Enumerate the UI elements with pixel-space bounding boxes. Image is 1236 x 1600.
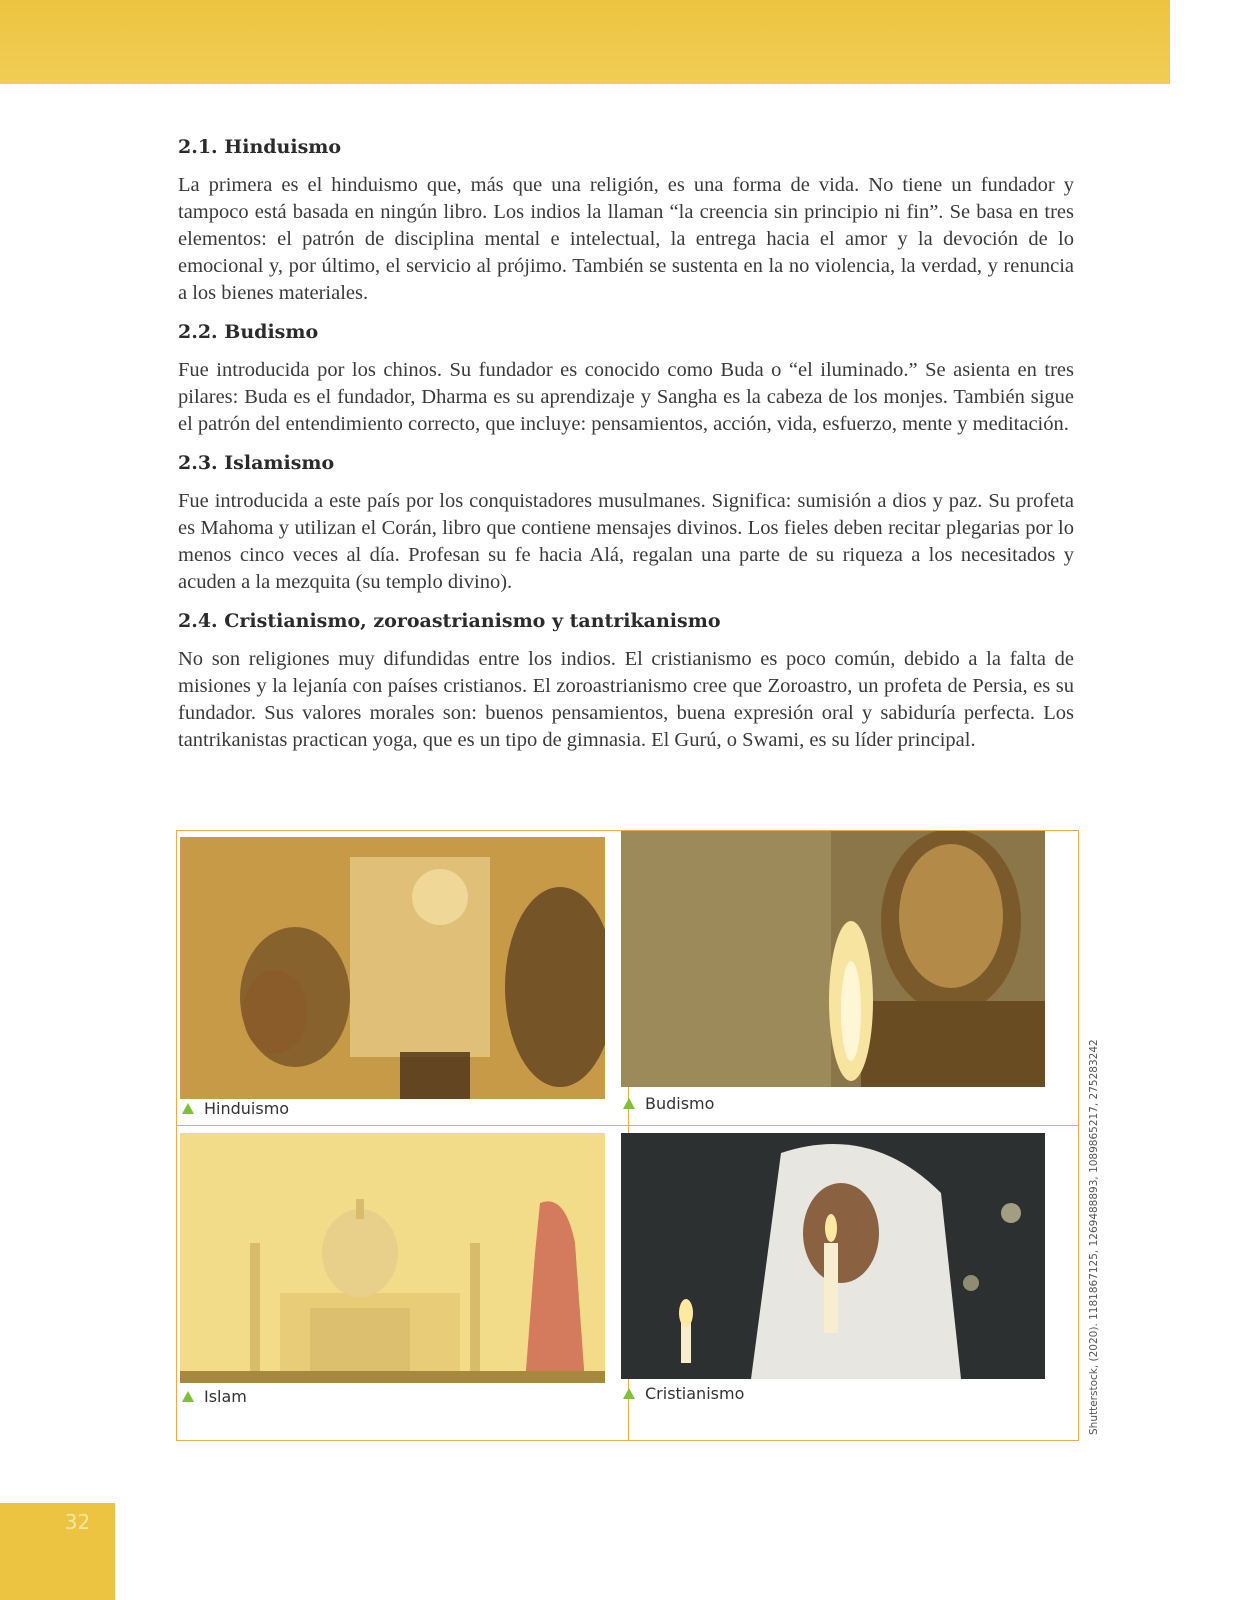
caption-marker-icon [623,1388,635,1399]
section-body-islamismo: Fue introducida a este país por los conquistadores musulmanes. Significa: sumisión a dios y paz. Su profeta es Mahoma y utilizan el Corán, libro que contiene mensajes divinos. Los fieles deben recitar plegarias por lo menos cinco veces al día. Profesan su fe hacia Alá, regalan una parte de su riqueza a los necesitados y acuden a la mezquita (su templo divino). [178,490,1074,593]
main-content [178,136,1074,768]
caption-hinduismo: Hinduismo [182,1099,289,1118]
photo-cristianismo [621,1133,1045,1379]
section-title-islamismo: 2.3. Islamismo [178,452,335,474]
caption-cristianismo: Cristianismo [623,1384,744,1403]
caption-islam: Islam [182,1387,247,1406]
page-number: 32 [64,1510,91,1534]
buddha-candle-image [621,831,1045,1087]
section-title-otras: 2.4. Cristianismo, zoroastrianismo y tantrikanismo [178,610,721,632]
caption-marker-icon [623,1098,635,1109]
gallery-divider-horizontal [177,1125,1078,1126]
caption-budismo: Budismo [623,1094,714,1113]
section-body-otras: No son religiones muy difundidas entre los indios. El cristianismo es poco común, debido a la falta de misiones y la lejanía con países cristianos. El zoroastrianismo cree que Zoroastro, un profeta de Persia, es su fundador. Sus valores morales son: buenos pensamientos, buena expresión oral y sabiduría perfecta. Los tantrikanistas practican yoga, que es un tipo de gimnasia. El Gurú, o Swami, es su líder principal. [178,648,1074,751]
caption-marker-icon [182,1391,194,1402]
candle-vigil-image [621,1133,1045,1379]
section-title-budismo: 2.2. Budismo [178,321,319,343]
photo-gallery [176,830,1079,1441]
taj-mahal-image [180,1133,605,1383]
section-body-hinduismo: La primera es el hinduismo que, más que una religión, es una forma de vida. No tiene un fundador y tampoco está basada en ningún libro. Los indios la llaman “la creencia sin principio ni fin”. Se basa en tres elementos: el patrón de disciplina mental e intelectual, la entrega hacia el amor y la devoción de lo emocional y, por último, el servicio al prójimo. También se sustenta en la no violencia, la verdad, y renuncia a los bienes materiales. [178,174,1074,304]
photo-islam [180,1133,605,1383]
photo-budismo [621,831,1045,1087]
section-body-budismo: Fue introducida por los chinos. Su fundador es conocido como Buda o “el iluminado.” Se asienta en tres pilares: Buda es el fundador, Dharma es su aprendizaje y Sangha es la cabeza de los monjes. También sigue el patrón del entendimiento correcto, que incluye: pensamientos, acción, vida, esfuerzo, mente y meditación. [178,359,1074,435]
caption-marker-icon [182,1103,194,1114]
photo-hinduismo [180,837,605,1099]
header-band [0,0,1170,84]
image-credit: Shutterstock, (2020). 1181867125, 1269488893, 1089865217, 275283242 [1088,1039,1100,1435]
section-title-hinduismo: 2.1. Hinduismo [178,136,342,158]
hindu-festival-image [180,837,605,1099]
